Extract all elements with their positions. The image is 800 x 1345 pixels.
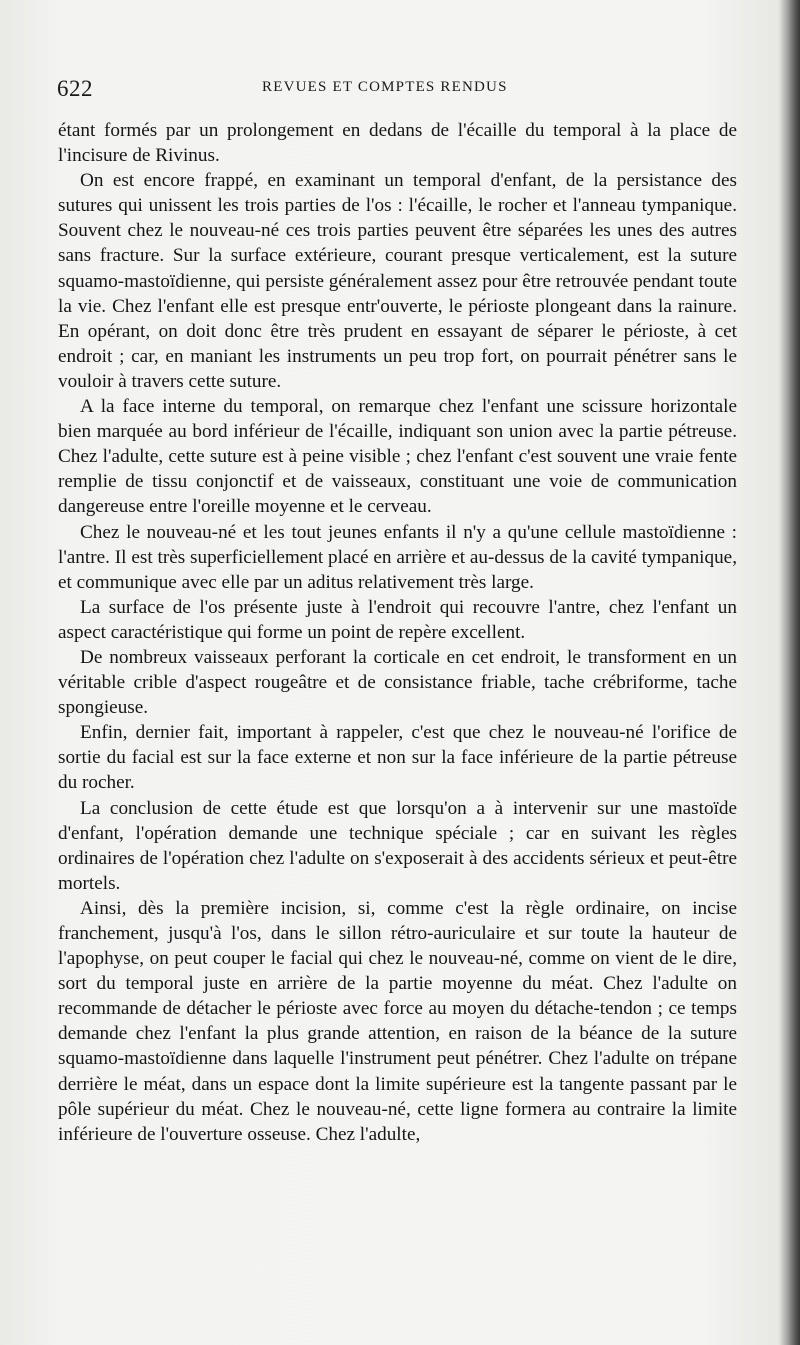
article-body <box>58 118 737 1147</box>
page-binding-shadow <box>778 0 800 1345</box>
page-header <box>57 76 737 102</box>
page-number: 622 <box>57 76 93 101</box>
paragraph: La surface de l'os présente juste à l'endroit qui recouvre l'antre, chez l'enfant un aspect caractéristique qui forme un point de repère excellent. <box>58 596 737 643</box>
paragraph: Ainsi, dès la première incision, si, comme c'est la règle ordinaire, on incise franchement, jusqu'à l'os, dans le sillon rétro-auriculaire et sur toute la hauteur de l'apophyse, on peut couper le facial qui chez le nouveau-né, comme on vient de le dire, sort du temporal juste en arrière de la partie moyenne du méat. Chez l'adulte on recommande de détacher le périoste avec force au moyen du détache-tendon ; ce temps demande chez l'enfant la plus grande attention, en raison de la béance de la suture squamo-mastoïdienne dans laquelle l'instrument peut pénétrer. Chez l'adulte on trépane derrière le méat, dans un espace dont la limite supérieure est la tangente passant par le pôle supérieur du méat. Chez le nouveau-né, cette ligne formera au contraire la limite inférieure de l'ouverture osseuse. Chez l'adulte, <box>58 897 737 1145</box>
paragraph: On est encore frappé, en examinant un temporal d'enfant, de la persistance des sutures qui unissent les trois parties de l'os : l'écaille, le rocher et l'anneau tympanique. Souvent chez le nouveau-né ces trois parties peuvent être séparées les unes des autres sans fracture. Sur la surface extérieure, courant presque verticalement, est la suture squamo-mastoïdienne, qui persiste généralement assez pour être retrouvée pendant toute la vie. Chez l'enfant elle est presque entr'ouverte, le périoste plongeant dans la rainure. En opérant, on doit donc être très prudent en essayant de séparer le périoste, à cet endroit ; car, en maniant les instruments un peu trop fort, on pourrait pénétrer sans le vouloir à travers cette suture. <box>58 170 737 392</box>
running-head: REVUES ET COMPTES RENDUS <box>262 79 508 95</box>
paragraph: Chez le nouveau-né et les tout jeunes enfants il n'y a qu'une cellule mastoïdienne : l'antre. Il est très superficiellement placé en arrière et au-dessus de la cavité tympanique, et communique avec elle par un aditus relativement très large. <box>58 521 737 593</box>
paragraph: De nombreux vaisseaux perforant la corticale en cet endroit, le transforment en un véritable crible d'aspect rougeâtre et de consistance friable, tache crébriforme, tache spongieuse. <box>58 646 737 719</box>
paragraph: A la face interne du temporal, on remarque chez l'enfant une scissure horizontale bien marquée au bord inférieur de l'écaille, indiquant son union avec la partie pétreuse. Chez l'adulte, cette suture est à peine visible ; chez l'enfant c'est souvent une vraie fente remplie de tissu conjonctif et de vaisseaux, constituant une voie de communication dangereuse entre l'oreille moyenne et le cerveau. <box>58 396 737 518</box>
paragraph: Enfin, dernier fait, important à rappeler, c'est que chez le nouveau-né l'orifice de sortie du facial est sur la face externe et non sur la face inférieure de la partie pétreuse du rocher. <box>58 722 737 794</box>
paragraph: étant formés par un prolongement en dedans de l'écaille du temporal à la place de l'incisure de Rivinus. <box>58 120 737 167</box>
paragraph: La conclusion de cette étude est que lorsqu'on a à intervenir sur une mastoïde d'enfant, l'opération demande une technique spéciale ; car en suivant les règles ordinaires de l'opération chez l'adulte on s'exposerait à des accidents sérieux et peut-être mortels. <box>58 797 737 894</box>
